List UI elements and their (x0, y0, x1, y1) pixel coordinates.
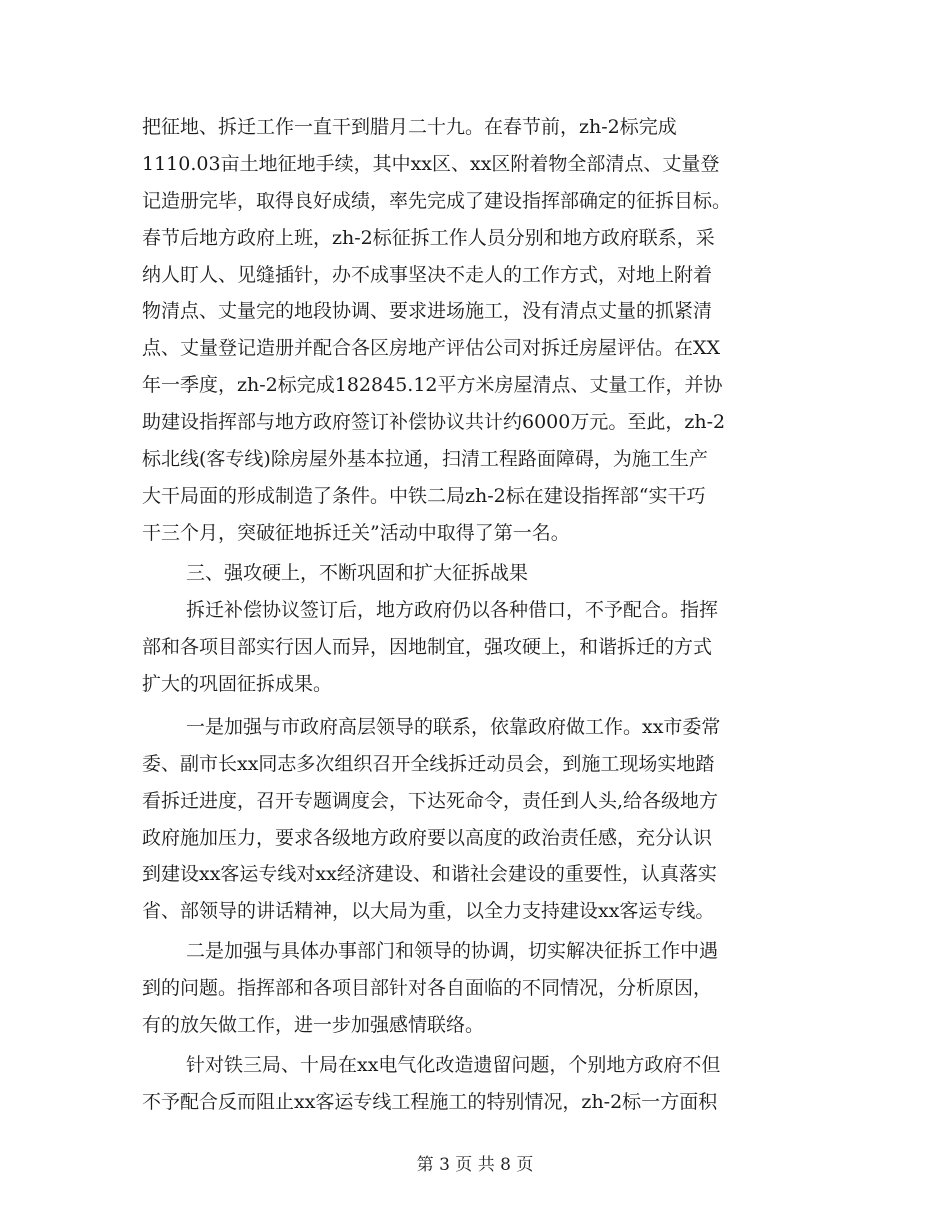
text-line: 记造册完毕，取得良好成绩，率先完成了建设指挥部确定的征拆目标。 (142, 190, 732, 212)
paragraph-first-line: 一是加强与市政府高层领导的联系，依靠政府做工作。xx市委常 (186, 716, 721, 738)
text-line: 看拆迁进度，召开专题调度会，下达死命令，责任到人头,给各级地方 (142, 790, 719, 812)
text-line: 委、副市长xx同志多次组织召开全线拆迁动员会，到施工现场实地踏 (142, 753, 715, 775)
text-line: 不予配合反而阻止xx客运专线工程施工的特别情况，zh-2标一方面积 (142, 1091, 718, 1113)
text-line: 到建设xx客运专线对xx经济建设、和谐社会建设的重要性，认真落实 (142, 863, 717, 885)
text-line: 春节后地方政府上班，zh-2标征拆工作人员分别和地方政府联系，采 (142, 227, 715, 249)
text-line: 纳人盯人、见缝插针，办不成事坚决不走人的工作方式，对地上附着 (142, 264, 713, 286)
text-line: 部和各项目部实行因人而异，因地制宜，强攻硬上，和谐拆迁的方式 (142, 636, 713, 658)
page-number-footer: 第 3 页 共 8 页 (416, 1155, 534, 1175)
text-line: 标北线(客专线)除房屋外基本拉通，扫清工程路面障碍，为施工生产 (142, 448, 708, 470)
text-line: 到的问题。指挥部和各项目部针对各自面临的不同情况，分析原因， (142, 977, 713, 999)
text-line: 干三个月，突破征地拆迁关”活动中取得了第一名。 (142, 522, 570, 544)
paragraph-first-line: 二是加强与具体办事部门和领导的协调，切实解决征拆工作中遇 (186, 940, 719, 962)
text-line: 有的放矢做工作，进一步加强感情联络。 (142, 1014, 485, 1036)
text-line: 把征地、拆迁工作一直干到腊月二十九。在春节前，zh-2标完成 (142, 116, 677, 138)
text-line: 大干局面的形成制造了条件。中铁二局zh-2标在建设指挥部“实干巧 (142, 485, 706, 507)
text-line: 点、丈量登记造册并配合各区房地产评估公司对拆迁房屋评估。在XX (142, 337, 721, 359)
text-line: 助建设指挥部与地方政府签订补偿协议共计约6000万元。至此，zh-2 (142, 411, 726, 433)
paragraph-first-line: 拆迁补偿协议签订后，地方政府仍以各种借口，不予配合。指挥 (186, 599, 719, 621)
text-line: 省、部领导的讲话精神，以大局为重，以全力支持建设xx客运专线。 (142, 900, 715, 922)
text-line: 扩大的巩固征拆成果。 (142, 673, 333, 695)
text-line: 年一季度，zh-2标完成182845.12平方米房屋清点、丈量工作，并协 (142, 374, 723, 396)
text-line: 物清点、丈量完的地段协调、要求进场施工，没有清点丈量的抓紧清 (142, 300, 713, 322)
section-heading: 三、强攻硬上，不断巩固和扩大征拆战果 (186, 562, 529, 584)
text-line: 政府施加压力，要求各级地方政府要以高度的政治责任感，充分认识 (142, 827, 713, 849)
paragraph-first-line: 针对铁三局、十局在xx电气化改造遗留问题，个别地方政府不但 (186, 1054, 721, 1076)
text-line: 1110.03亩土地征地手续，其中xx区、xx区附着物全部清点、丈量登 (142, 153, 720, 175)
